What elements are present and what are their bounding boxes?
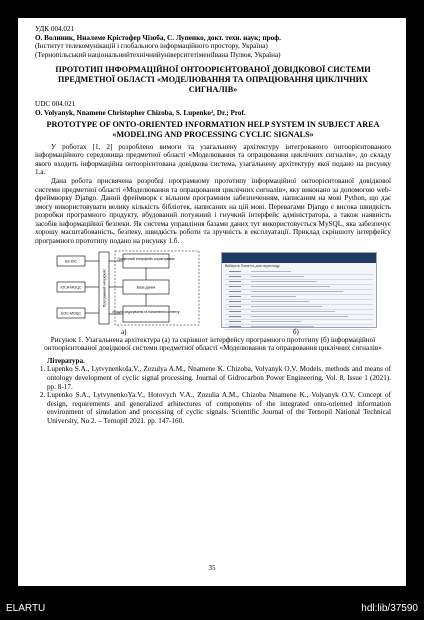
architecture-diagram [51, 250, 201, 326]
screenshot-header: Виберіть Поняття для перегляду [225, 263, 280, 268]
figure-label-b: б) [293, 327, 299, 336]
udk-code: УДК 004.021 [35, 25, 75, 33]
footer-repository: ELARTU [6, 603, 46, 614]
references-list [35, 365, 391, 425]
screenshot-row [225, 325, 373, 330]
paragraph-1: У роботах [1, 2] розроблено вимоги та узагальнену архітектуру інтегрованого онтоорієнтованого інформаційного середовища предметної області «Моделювання та опрацювання циклічних сигналів», до складу якого входить інформаційна онтоорієнтована довідкова система, узагальнену архітектуру якої подано на рисунку 1.а. [35, 142, 391, 177]
affiliation-ua-1: (Інститут телекомунікацій і глобального інформаційного простору, Україна) [35, 42, 268, 51]
screenshot-table [222, 270, 376, 330]
box-gui-label: Графічний інтерфейс користувача [117, 256, 175, 261]
title-ua: ПРОТОТИП ІНФОРМАЦІЙНОЇ ОНТООРІЄНТОВАНОЇ ДОВІДКОВОЇ СИСТЕМИ ПРЕДМЕТНОЇ ОБЛАСТІ «МОДЕЛЮВАННЯ ТА ОПРАЦЮВАННЯ ЦИКЛІЧНИХ СИГНАЛІВ» [55, 65, 371, 94]
box-eos-mocs-label: ЕОС-МОЦС [60, 311, 82, 316]
screenshot-navbar [222, 253, 376, 263]
udc-code: UDC 004.021 [35, 100, 76, 109]
affiliation-ua-2: (Тернопільський національнийтехнічнийуніверситетіменіІвана Пулюя, Україна) [35, 50, 281, 59]
footer-handle: hdl:lib/37590 [361, 603, 418, 614]
figure-1 [35, 250, 391, 336]
authors-en: O. Volyanyk, Nnamene Christopher Chizoba, S. Lupenko², Dr.; Prof. [35, 108, 246, 117]
box-content-module [123, 306, 169, 322]
paper-page [18, 18, 406, 586]
box-iosa-mocs-label: ІОСА-МОЦС [60, 285, 82, 290]
reference-item: 2. Lupenko S.A., LytvynenkoYa.V., Hotovych V.A., Zozulia A.M., Chizoba Nnamene K., Volyanyk O.V. Concept of design, requirements and generalized arhitectures of components of the integrated onto-oriented information environment of simulation and processing of cyclic signals. Scientific Journal of the Ternopil National Technical University, No 2. – Ternopil 2021. pp. 147-160. [47, 391, 391, 425]
box-program-interface-label: Програмний інтерфейс [102, 268, 107, 307]
title-en: PROTOTYPE OF ONTO-ORIENTED INFORMATION HELP SYSTEM IN SUBJECT AREA «MODELING AND PROCESSING CYCLIC SIGNALS» [46, 120, 380, 139]
paper-content [35, 25, 391, 426]
authors-ua: О. Волиник, Нналеме Крістофер Чізоба, С. Лупенко, докт. техн. наук; проф. [35, 33, 281, 42]
paragraph-2: Дана робота присвячена розробці програмному прототипу інформаційної онтоорієнтованої довідкової системи предметної області «Моделювання та опрацювання циклічних сигналів», яку виконано за допомогою web-фреймворку Django. Даний фреймворк є вільним програмним забезпеченням, написаним на мові Python, що дає змогу використовувати велику кількість бібліотек, написаних на цій мові. Перевагами Django є висока швидкість розробки програмного продукту, вбудований потужний і гнучкий інтерфейс адміністратора, а також наявність засобів інформаційної безпеки. Як система управління базами даних тут використовується MySQL, яка забезпечує хорошу масштабованість, безпеку, швидкість роботи та зручність в експлуатації. Приклад скріншоту інтерфейсу програмного прототипу подано на рисунку 1.б. [35, 176, 391, 246]
reference-item: 1. Lupenko S.A., LytvynenkoIa.V., Zozulya A.M., Nnamene K. Chizoba, Volyanyk O.V. Models, methods and means of ontology development of cyclic signal processing. Journal of Gidrocarbon Power Engineering, Vol. 8, Issue 1 (2021). pp. 8-17. [47, 365, 391, 391]
box-content-module-label: Модуль редагування та поповнення контенту [112, 309, 180, 314]
references-title: Література. [47, 356, 85, 365]
box-bz-ios-label: БЗ-ІОС [64, 259, 78, 264]
page-number: 35 [208, 564, 216, 572]
figure-label-a: а) [121, 327, 127, 336]
figure-caption: Рисунок 1. Узагальнена архітектура (а) та скріншот інтерфейсу програмного прототипу (б) інформаційної онтоорієнтованої довідкової системи предметної області «Моделювання та опрацювання циклічних сигналів» [44, 335, 382, 353]
footer-bar [0, 596, 424, 620]
box-database-label: База даних [136, 285, 156, 290]
interface-screenshot [221, 252, 377, 328]
